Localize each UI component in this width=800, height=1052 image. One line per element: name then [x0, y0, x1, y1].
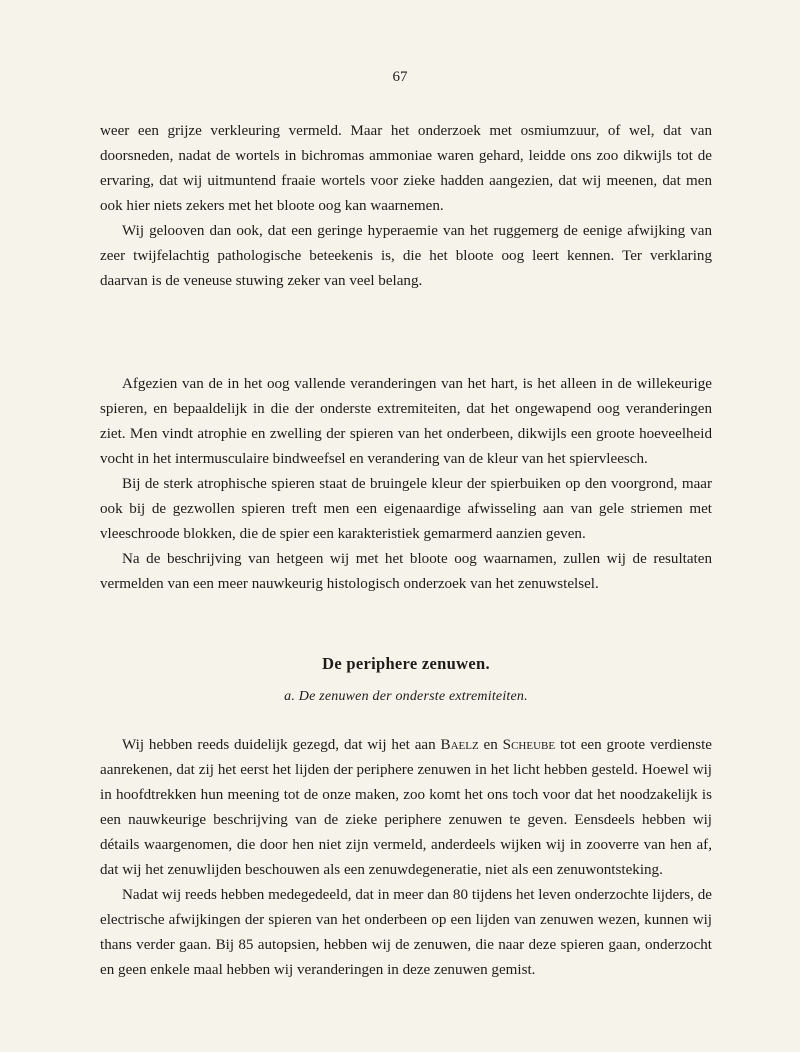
- text-block-continuation: [100, 119, 712, 294]
- paragraph: Bij de sterk atrophische spieren staat de bruingele kleur der spierbuiken op den voorgrond, maar ook bij de gezwollen spieren treft men een eigenaardige afwisseling aan van gele striemen met vleeschroode blokken, die de spier een karakteristiek gemarmerd aanzien geven.: [100, 476, 712, 542]
- author-name: Baelz: [440, 737, 479, 753]
- paragraph-text: Wij hebben reeds duidelijk gezegd, dat wij het aan: [122, 737, 441, 753]
- section-heading: De periphere zenuwen.: [322, 654, 490, 673]
- paragraph: Nadat wij reeds hebben medegedeeld, dat in meer dan 80 tijdens het leven onderzochte lijders, de electrische afwijkingen der spieren van het onderbeen op een lijden van zenuwen wezen, kunnen wij thans verder gaan. Bij 85 autopsien, hebben wij de zenuwen, die naar deze spieren gaan, onderzocht en geen enkele maal hebben wij veranderingen in deze zenuwen gemist.: [100, 887, 712, 978]
- text-block-peripheral-nerves: [100, 733, 712, 983]
- text-block-muscle-changes: [100, 372, 712, 597]
- paragraph-text: tot een groote verdienste aanrekenen, dat zij het eerst het lijden der periphere zenuwen in het licht hebben gesteld. Hoewel wij in hoofdtrekken hun meening tot de onze maken, zoo komt het ons toch voor dat het noodzakelijk is een nauwkeurige beschrijving van de zieke periphere zenuwen te geven. Eensdeels hebben wij détails waargenomen, die door hen niet zijn vermeld, anderdeels wijken wij in zooverre van hen af, dat wij het zenuwlijden beschouwen als een zenuwdegeneratie, niet als een zenuwontsteking.: [100, 737, 712, 878]
- paragraph: weer een grijze verkleuring vermeld. Maar het onderzoek met osmiumzuur, of wel, dat van doorsneden, nadat de wortels in bichromas ammoniae waren gehard, leidde ons zoo dikwijls tot de ervaring, dat wij uitmuntend fraaie wortels voor zieke hadden aangezien, dat wij meenen, dat men ook hier niets zekers met het bloote oog kan waarnemen.: [100, 123, 712, 214]
- paragraph-text: en: [478, 737, 503, 753]
- author-name: Scheube: [502, 737, 556, 753]
- page-number: 67: [392, 69, 408, 85]
- paragraph: Wij gelooven dan ook, dat een geringe hyperaemie van het ruggemerg de eenige afwijking van zeer twijfelachtig pathologische beteekenis is, die het bloote oog leert kennen. Ter verklaring daarvan is de veneuse stuwing zeker van veel belang.: [100, 223, 712, 289]
- paragraph: Na de beschrijving van hetgeen wij met het bloote oog waarnamen, zullen wij de resultaten vermelden van een meer nauwkeurig histologisch onderzoek van het zenuwstelsel.: [100, 551, 712, 592]
- paragraph: [100, 733, 712, 883]
- section-subheading: a. De zenuwen der onderste extremiteiten.: [284, 689, 528, 704]
- paragraph: Afgezien van de in het oog vallende veranderingen van het hart, is het alleen in de willekeurige spieren, en bepaaldelijk in die der onderste extremiteiten, dat het ongewapend oog veranderingen ziet. Men vindt atrophie en zwelling der spieren van het onderbeen, dikwijls een groote hoeveelheid vocht in het intermusculaire bindweefsel en verandering van de kleur van het spiervleesch.: [100, 376, 712, 467]
